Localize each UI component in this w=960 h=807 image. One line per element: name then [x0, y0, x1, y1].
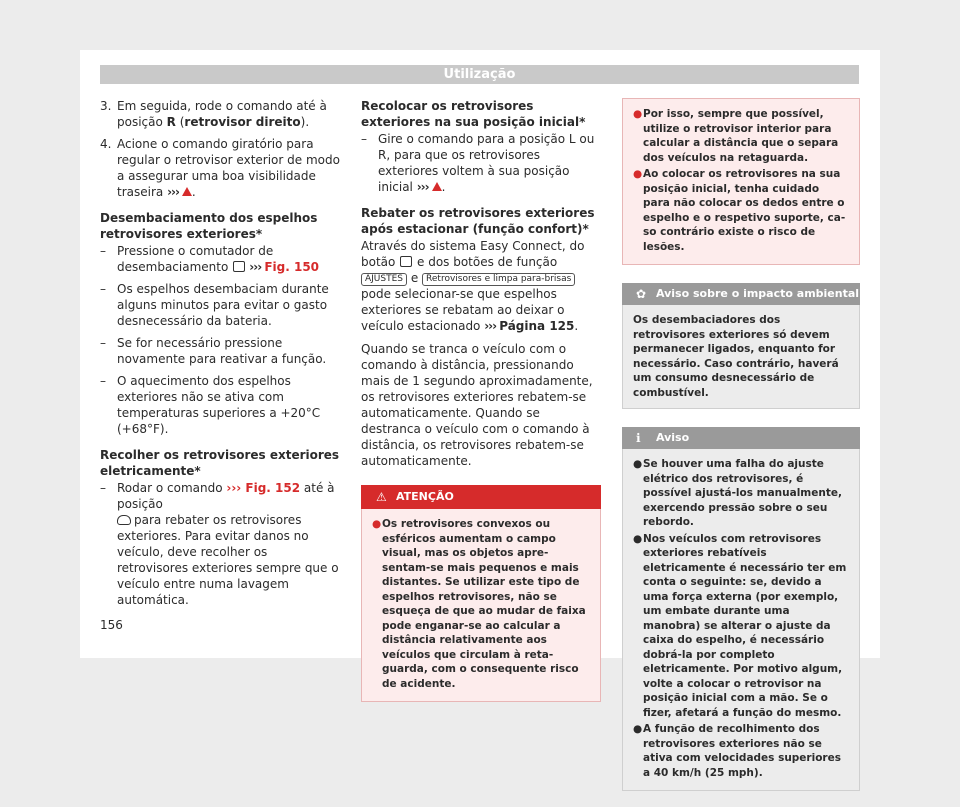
warning-box	[361, 485, 601, 702]
list-item	[100, 373, 340, 437]
dash-marker: –	[361, 132, 367, 146]
bullet-dot: ●	[633, 458, 643, 470]
environment-note-box	[622, 283, 860, 409]
bullet-item	[633, 722, 849, 780]
reference-arrow: ›››	[484, 319, 500, 333]
section-title-fold: Recolher os retrovisores exteriores eletricamente*	[100, 448, 340, 478]
para-text-b: e dos botões de função	[413, 255, 558, 269]
mirror-fold-icon	[117, 515, 131, 525]
reference-arrow: ›››	[246, 260, 265, 274]
step-text-c: ).	[300, 115, 310, 129]
environment-body: Os desembaciadores dos retrovisores exteriores só devem permanecer ligados, enquanto for necessário. Caso contrário, haverá um consumo desnecessário de combustível.	[622, 305, 860, 409]
item-text: Se for necessário pressione novamente para reativar a função.	[117, 336, 327, 366]
item-text-b: até à posição	[117, 481, 335, 511]
list-item	[100, 281, 340, 329]
bullet-dot: ●	[633, 168, 643, 180]
environment-title: Aviso sobre o impacto ambiental	[656, 287, 860, 300]
bullet-dot: ●	[633, 723, 643, 735]
bullet-dot: ●	[633, 532, 643, 545]
item-text: Rodar o comando	[117, 481, 227, 495]
environment-header	[622, 283, 860, 305]
reference-arrow: ›››	[226, 481, 246, 495]
bullet-text: Ao colocar os retrovisores na sua posição inicial, tenha cuidado para não colocar os dedos entre o espelho e o respetivo suporte, caso contrário existe o risco de lesões.	[643, 168, 846, 253]
warning-title: ATENÇÃO	[396, 490, 454, 503]
warning-triangle-icon: ⚠	[376, 490, 387, 504]
warning-continued-body	[622, 98, 860, 265]
warning-icon	[182, 187, 192, 196]
function-key-settings: AJUSTES	[361, 273, 407, 286]
dash-marker: –	[100, 336, 106, 350]
column-2	[361, 98, 601, 718]
page-link[interactable]: Página 125	[499, 319, 575, 333]
page-number: 156	[100, 618, 123, 632]
step-number: 3.	[100, 99, 112, 113]
figure-link[interactable]: Fig. 152	[245, 481, 301, 495]
step-text: Acione o comando giratório para regular o retrovisor exterior de modo a assegurar uma boa visibilidade traseira	[117, 137, 340, 199]
bullet-item	[633, 107, 849, 165]
step-r: R	[166, 115, 176, 129]
column-3	[622, 98, 860, 807]
dash-marker: –	[100, 244, 106, 258]
section-title-defog: Desembaciamento dos espelhos retrovisores exteriores*	[100, 211, 318, 241]
column-1	[100, 98, 340, 614]
bullet-text: Nos veículos com retrovisores exteriores rebatíveis eletricamente é necessário ter em conta o seguinte: se, devido a uma força externa (por exemplo, um embate durante uma manobra) se alterar o ajuste da caixa do espelho, é necessário dobrá-la por completo eletricamente. Por motivo algum, volte a colocar o retrovisor na posição inicial com a mão. Se o fizer, afetará a função do mesmo.	[643, 532, 847, 719]
step-bold: retrovisor direito	[184, 115, 301, 129]
leaf-icon: ✿	[636, 287, 647, 301]
step-text-b: (	[175, 115, 185, 129]
note-box	[622, 427, 860, 791]
item-tail: .	[441, 180, 446, 194]
dash-marker: –	[100, 282, 106, 296]
page-header: Utilização	[100, 65, 859, 84]
list-item	[100, 335, 340, 367]
bullet-text: Os retrovisores convexos ou esféricos aumentam o campo visual, mas os objetos apresentam-se mais pequenos e mais distantes. Se utilizar este tipo de espelhos retrovisores, não se esqueça de que ao mudar de faixa pode enganar-se ao calcular a distância relativamente aos veículos que circulam à retaguarda, com o consequente risco de acidente.	[382, 518, 586, 690]
note-header	[622, 427, 860, 449]
para-text-e: .	[574, 319, 579, 333]
list-item	[100, 243, 340, 275]
step-3	[100, 98, 340, 130]
paragraph-remote: Quando se tranca o veículo com o comando à distância, pressionando mais de 1 segundo aproximadamente, os retrovisores exteriores rebatem-se automaticamente. Quando se destranca o veículo com o comando à distância, os retrovisores rebatem-se automaticamente.	[361, 342, 593, 468]
warning-body	[361, 509, 601, 702]
step-text: Em seguida, rode o comando até à posição	[117, 99, 327, 129]
bullet-item	[633, 532, 849, 721]
reference-arrow[interactable]: ›››	[167, 185, 179, 199]
step-tail: .	[191, 185, 196, 199]
para-text-c: e	[407, 271, 423, 285]
bullet-text: A função de recolhimento dos retrovisores exteriores não se ativa com velocidades superiores a 40 km/h (25 mph).	[643, 723, 841, 779]
figure-link[interactable]: Fig. 150	[264, 260, 320, 274]
step-4	[100, 136, 340, 200]
bullet-dot: ●	[372, 518, 382, 530]
function-key-mirrors: Retrovisores e limpa para-brisas	[422, 273, 575, 286]
item-text: Pressione o comutador de desembaciamento	[117, 244, 274, 274]
warning-header	[361, 485, 601, 509]
paragraph-easy-connect	[361, 238, 601, 334]
bullet-item	[372, 517, 590, 691]
note-body	[622, 449, 860, 791]
item-text: Os espelhos desembaciam durante alguns minutos para evitar o gasto desnecessário da bateria.	[117, 282, 329, 328]
list-item	[361, 131, 601, 195]
dash-marker: –	[100, 481, 106, 495]
section-title-reset: Recolocar os retrovisores exteriores na sua posição inicial*	[361, 99, 586, 129]
bullet-text: Se houver uma falha do ajuste elétrico dos retrovisores, é possível ajustá-los manualmente, exercendo pressão sobre o seu rebordo.	[643, 458, 842, 528]
defog-button-icon	[233, 261, 245, 272]
warning-box-continued	[622, 98, 860, 265]
car-button-icon	[400, 256, 412, 267]
bullet-text: Por isso, sempre que possível, utilize o retrovisor interior para calcular a distância que o separa dos veículos na retaguarda.	[643, 108, 839, 164]
warning-icon	[432, 182, 442, 191]
item-text: O aquecimento dos espelhos exteriores não se ativa com temperaturas superiores a +20°C (+68°F).	[117, 374, 321, 436]
list-item	[100, 480, 340, 608]
dash-marker: –	[100, 374, 106, 388]
para-text-d: pode selecionar-se que espelhos exteriores se rebatam ao deixar o veículo estacionado	[361, 287, 565, 333]
bullet-item	[633, 167, 849, 254]
bullet-dot: ●	[633, 108, 643, 120]
para-text: Através do sistema Easy Connect, do botão	[361, 239, 585, 269]
reference-arrow[interactable]: ›››	[416, 180, 429, 194]
note-title: Aviso	[656, 431, 690, 444]
section-title-comfort: Rebater os retrovisores exteriores após estacionar (função confort)*	[361, 206, 595, 236]
item-text-c: para rebater os retrovisores exteriores. Para evitar danos no veículo, deve recolher os retrovisores exteriores sempre que o veículo entre numa lavagem automática.	[117, 513, 339, 607]
step-number: 4.	[100, 137, 112, 151]
info-icon: ℹ	[636, 431, 641, 445]
item-text: Gire o comando para a posição L ou R, para que os retrovisores exteriores voltem à sua posição inicial	[378, 132, 595, 194]
bullet-item	[633, 457, 849, 530]
